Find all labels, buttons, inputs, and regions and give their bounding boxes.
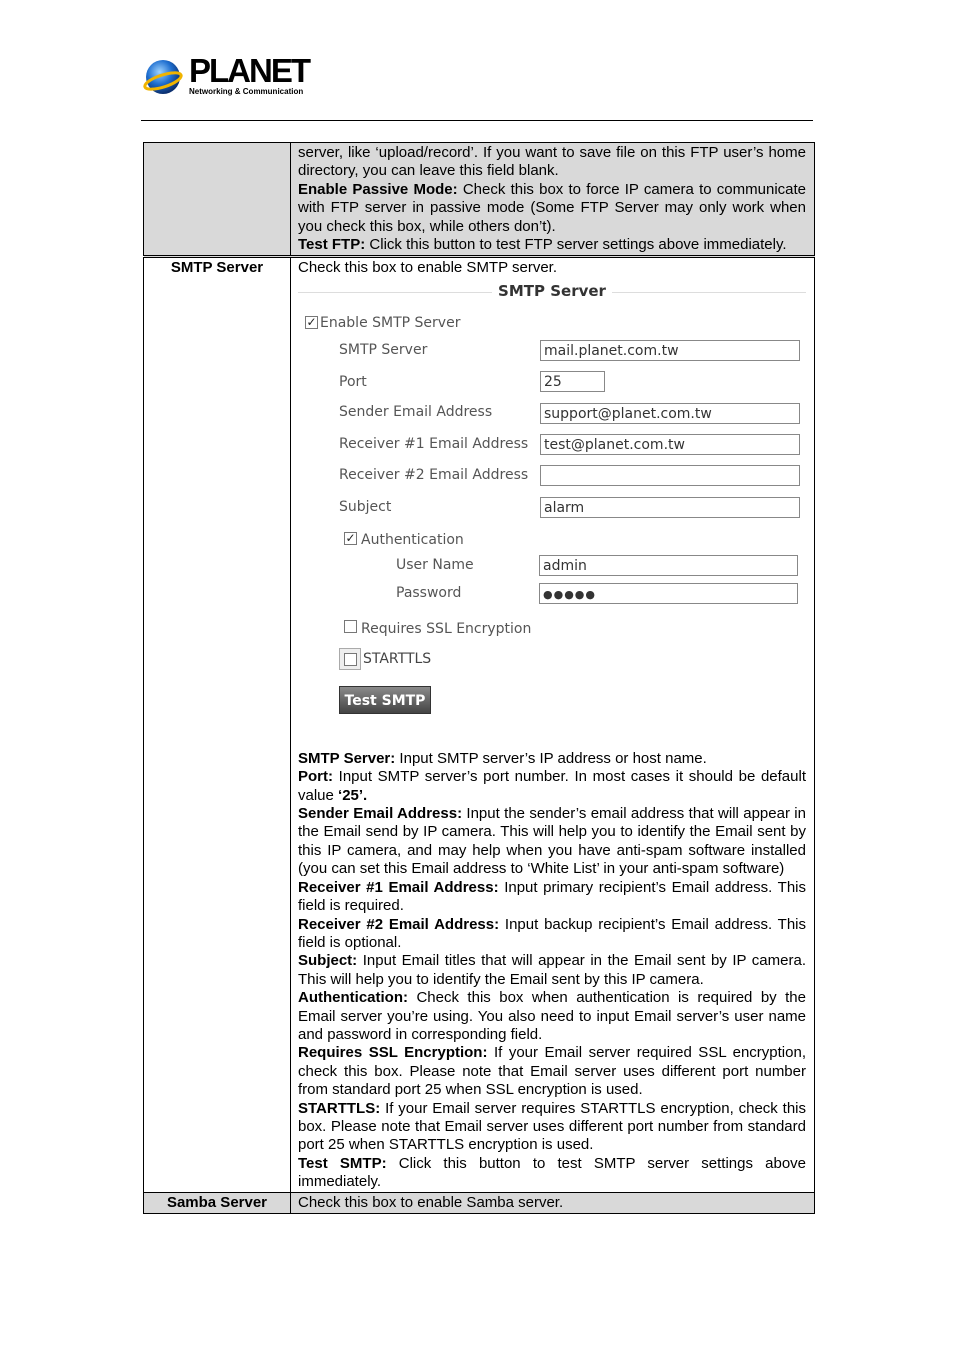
row-label-empty: [144, 143, 291, 257]
list-item: Subject: Input Email titles that will appear in the Email sent by IP camera. This will help you to identify the Email sent by this IP camera.: [298, 952, 806, 988]
list-item: Receiver #2 Email Address: Input backup recipient’s Email address. This field is optional.: [298, 915, 806, 951]
table-row: [144, 143, 815, 257]
user-name-input[interactable]: admin: [539, 555, 798, 576]
sender-email-label: Sender Email Address: [339, 403, 493, 420]
brand-name: PLANET: [189, 52, 309, 89]
list-item: Receiver #1 Email Address: Input primary recipient’s Email address. This field is required.: [298, 878, 807, 915]
panel-title: SMTP Server: [298, 282, 806, 300]
row-description: [291, 143, 815, 257]
list-item: Enable Passive Mode: Check this box to force IP camera to communicate with FTP server in passive mode (Some FTP Server may only work when you check this box, while others don’t).: [298, 180, 806, 235]
authentication-checkbox[interactable]: ✓: [345, 530, 356, 545]
password-input[interactable]: ●●●●●: [539, 583, 798, 604]
user-name-label: User Name: [396, 556, 474, 573]
receiver1-email-input[interactable]: test@planet.com.tw: [540, 434, 800, 455]
subject-label: Subject: [339, 498, 392, 515]
row-description: [291, 257, 815, 1192]
enable-smtp-checkbox[interactable]: ✓: [306, 314, 317, 329]
ssl-label: Requires SSL Encryption: [361, 620, 532, 637]
list-item: Authentication: Check this box when authentication is required by the Email server you’re using. You also need to input Email server’s user name and password in corresponding field.: [298, 989, 806, 1043]
settings-table: [143, 142, 815, 1214]
list-item: Test FTP: Click this button to test FTP server settings above immediately.: [298, 236, 787, 254]
list-item: Port: Input SMTP server’s port number. In most cases it should be default value ‘25’.: [298, 768, 806, 804]
password-label: Password: [396, 584, 462, 601]
enable-smtp-label: Enable SMTP Server: [320, 314, 461, 331]
receiver2-email-label: Receiver #2 Email Address: [339, 466, 529, 483]
receiver1-email-label: Receiver #1 Email Address: [339, 435, 529, 452]
test-smtp-button[interactable]: Test SMTP: [339, 686, 431, 714]
smtp-server-input[interactable]: mail.planet.com.tw: [540, 340, 800, 361]
intro-text: Check this box to enable SMTP server.: [298, 259, 558, 277]
starttls-checkbox-frame: [339, 648, 361, 670]
ssl-checkbox[interactable]: [344, 620, 357, 633]
table-row: [144, 257, 815, 1192]
planet-globe-icon: [143, 56, 183, 96]
row-label: Samba Server: [166, 1193, 268, 1211]
header-rule: [141, 120, 813, 121]
starttls-label: STARTTLS: [363, 650, 432, 667]
list-item: STARTTLS: If your Email server requires STARTTLS encryption, check this box. Please note that Email server uses different port number from standard port 25 when STARTTLS encryption is used.: [298, 1099, 806, 1154]
table-row: [144, 1192, 815, 1213]
authentication-label: Authentication: [361, 531, 464, 548]
port-label: Port: [339, 373, 367, 390]
list-item: server, like ‘upload/record’. If you want to save file on this FTP user’s home directory, you can leave this field blank.: [298, 144, 806, 180]
row-description: [291, 1192, 815, 1213]
field-descriptions: [291, 750, 814, 1192]
row-label-cell: [144, 1192, 291, 1213]
smtp-settings-panel: [298, 278, 806, 750]
samba-text: Check this box to enable Samba server.: [298, 1193, 564, 1211]
row-label-cell: [144, 257, 291, 1192]
starttls-checkbox[interactable]: [344, 653, 357, 666]
list-item: SMTP Server: Input SMTP server’s IP address or host name.: [298, 749, 707, 767]
brand-tagline: Networking & Communication: [189, 87, 304, 96]
list-item: Requires SSL Encryption: If your Email server required SSL encryption, check this box. Please note that Email server uses different port number from standard port 25 when SSL encryption is used.: [298, 1044, 806, 1099]
row-label: SMTP Server: [170, 259, 264, 277]
receiver2-email-input[interactable]: [540, 465, 800, 486]
list-item: Sender Email Address: Input the sender’s email address that will appear in the Email send by IP camera. This will help you to identify the Email sent by this IP camera, and may help when you have anti-spam software installed (you can set this Email address to ‘White List’ in your anti-spam software): [298, 805, 806, 878]
planet-logo: [143, 52, 313, 100]
subject-input[interactable]: alarm: [540, 497, 800, 518]
sender-email-input[interactable]: support@planet.com.tw: [540, 403, 800, 424]
smtp-server-label: SMTP Server: [339, 341, 428, 358]
list-item: Test SMTP: Click this button to test SMTP server settings above immediately.: [298, 1154, 807, 1191]
port-input[interactable]: 25: [540, 371, 605, 392]
